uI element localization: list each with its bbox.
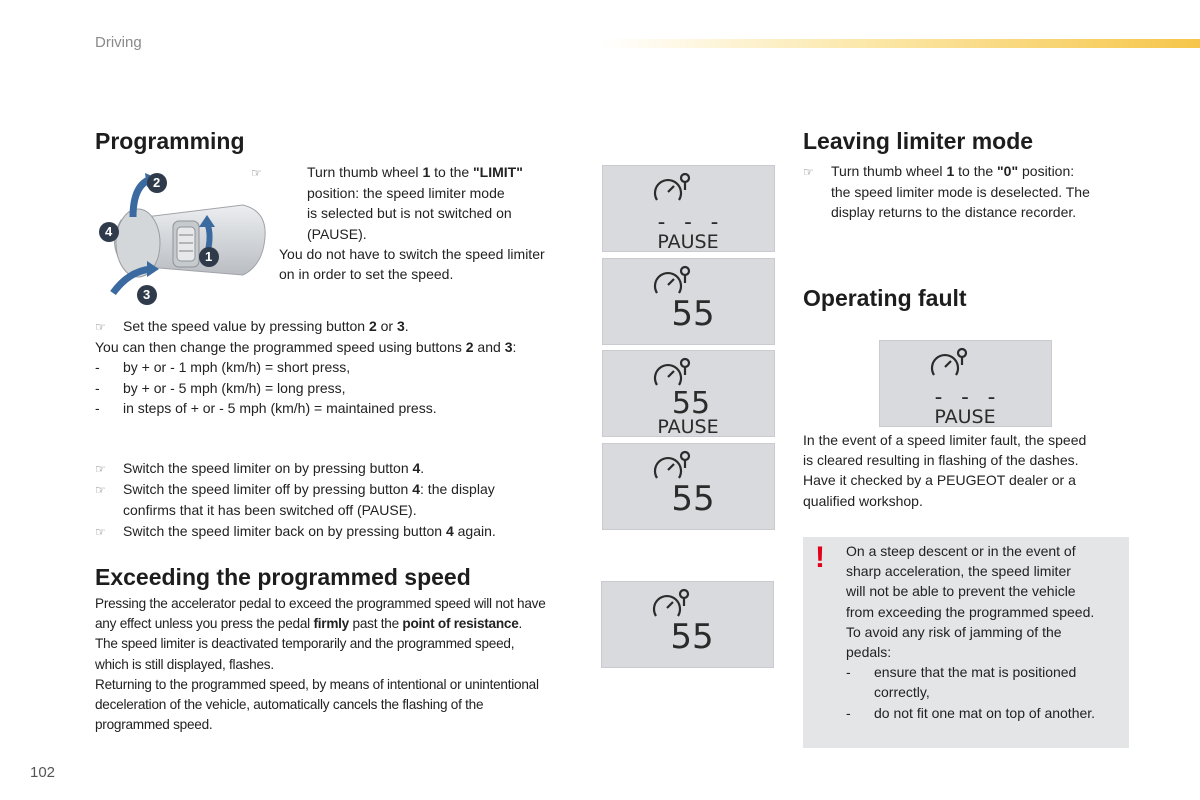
speed-readout: 55 (670, 617, 714, 657)
bullet-hand-icon: ☞ (95, 320, 106, 334)
programming-set-speed: ☞ Set the speed value by pressing button 2 or 3. You can then change the programmed speed using buttons 2 and 3: - by + or - 1 mph (km/h) = short press, - by + or - 5 mph (km/h) = long press, - in steps of + or - 5 mph (km/h) = maintained press. (95, 316, 595, 418)
speed-readout: 55 (671, 479, 715, 519)
pause-readout: PAUSE (934, 406, 996, 426)
display-speed-active (602, 443, 775, 530)
speedometer-icon (655, 174, 689, 200)
list-item: - by + or - 5 mph (km/h) = long press, (95, 379, 346, 396)
display-speed-flashing (601, 581, 774, 668)
warning-text: On a steep descent or in the event of sharp acceleration, the speed limiter will not be able to prevent the vehicle from exceeding the programmed speed. To avoid any risk of jamming of the pedals: - ensure that the mat is positioned correctly, - do not fit one mat on top of another. (846, 541, 1126, 723)
speed-readout: 55 (671, 386, 711, 421)
callout-3-label: 3 (143, 287, 151, 302)
dashes-readout: - - - (931, 385, 999, 410)
callout-1-label: 1 (205, 249, 213, 264)
display-pause (602, 165, 775, 252)
display-speed (602, 258, 775, 345)
heading-fault: Operating fault (803, 285, 967, 311)
display-speed-pause (602, 350, 775, 437)
pause-readout: PAUSE (657, 416, 719, 436)
bullet-hand-icon: ☞ (95, 483, 106, 498)
heading-exceeding: Exceeding the programmed speed (95, 564, 471, 590)
display-fault (879, 340, 1052, 427)
callout-4-label: 4 (105, 224, 113, 239)
speedometer-icon (655, 267, 689, 293)
speedometer-icon (655, 452, 689, 478)
fault-text: In the event of a speed limiter fault, the speed is cleared resulting in flashing of the dashes. Have it checked by a PEUGEOT dealer or a qualified workshop. (803, 432, 1087, 509)
bullet-hand-icon: ☞ (95, 524, 106, 539)
warning-icon: ! (815, 541, 825, 574)
stalk-illustration (93, 165, 269, 309)
section-label: Driving (95, 34, 142, 51)
programming-intro: ☞ Turn thumb wheel 1 to the "LIMIT" position: the speed limiter mode is selected but is not switched on (PAUSE). You do not have to switch the speed limiter on in order to set the speed. (251, 164, 545, 283)
header-accent-bar (600, 39, 1200, 48)
bullet-hand-icon: ☞ (251, 166, 262, 180)
list-item: - in steps of + or - 5 mph (km/h) = maintained press. (95, 399, 437, 416)
pause-readout: PAUSE (657, 231, 719, 251)
speedometer-icon (655, 359, 689, 385)
programming-switch: ☞ Switch the speed limiter on by pressing button 4. ☞ Switch the speed limiter off by pressing button 4: the display confirms that it has been switched off (PAUSE). ☞ Switch the speed limiter back on by pressing button 4 again. (95, 458, 595, 542)
list-item: - ensure that the mat is positioned (846, 664, 1077, 681)
speedometer-icon (654, 590, 688, 616)
heading-leaving: Leaving limiter mode (803, 128, 1034, 154)
list-item: - by + or - 1 mph (km/h) = short press, (95, 359, 351, 376)
dashes-readout: - - - (654, 210, 722, 235)
heading-programming: Programming (95, 128, 245, 154)
leaving-text: ☞ Turn thumb wheel 1 to the "0" position: the speed limiter mode is deselected. The display returns to the distance recorder. (803, 163, 1090, 221)
bullet-hand-icon: ☞ (803, 165, 814, 179)
bullet-hand-icon: ☞ (95, 462, 106, 476)
exceeding-text: Pressing the accelerator pedal to exceed the programmed speed will not have any effect unless you press the pedal firmly past the point of resistance. The speed limiter is deactivated temporarily and the programmed speed, which is still displayed, flashes. Returning to the programmed speed, by means of intentional or unintentional deceleration of the vehicle, automatically cancels the flashing of the programmed speed. (95, 596, 546, 733)
speed-readout: 55 (671, 294, 715, 334)
list-item: - do not fit one mat on top of another. (846, 704, 1096, 721)
speedometer-icon (932, 349, 966, 375)
callout-2-label: 2 (153, 175, 161, 190)
page-number: 102 (30, 764, 56, 781)
